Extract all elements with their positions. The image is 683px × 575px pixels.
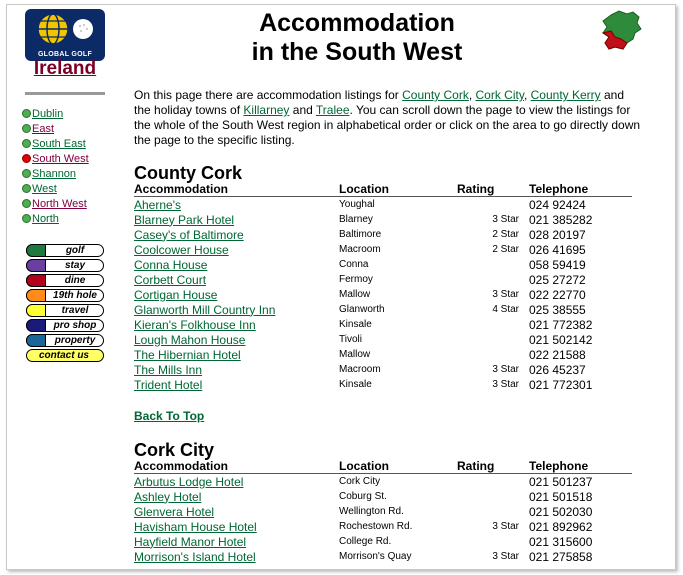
location-cell: Glanworth — [339, 304, 385, 315]
category-label: dine — [64, 275, 86, 286]
table-row — [134, 197, 632, 212]
category-19th-hole-button[interactable] — [26, 289, 104, 302]
region-link-east[interactable]: East — [32, 122, 55, 135]
accommodation-link[interactable]: Casey's of Baltimore — [134, 227, 244, 242]
table-row — [134, 257, 632, 272]
column-header-location: Location — [339, 182, 389, 196]
accommodation-link[interactable]: Ashley Hotel — [134, 489, 202, 504]
rating-cell: 3 Star — [492, 289, 519, 300]
table-row — [134, 489, 632, 504]
region-nav-item — [22, 211, 89, 226]
table-row — [134, 227, 632, 242]
rating-cell: 2 Star — [492, 244, 519, 255]
swatch-icon — [26, 304, 46, 317]
table-row — [134, 347, 632, 362]
region-title-ireland[interactable]: Ireland — [33, 58, 97, 79]
telephone-cell: 021 385282 — [529, 212, 593, 227]
intro-paragraph — [134, 88, 644, 148]
logo-text: GLOBAL GOLF — [37, 51, 93, 58]
location-cell: Blarney — [339, 214, 373, 225]
location-cell: Cork City — [339, 476, 381, 487]
accommodation-link[interactable]: Havisham House Hotel — [134, 519, 257, 534]
link-cork-city[interactable]: Cork City — [475, 88, 524, 102]
green-dot-icon — [22, 169, 31, 178]
link-killarney[interactable]: Killarney — [243, 103, 290, 117]
global-golf-logo[interactable] — [25, 9, 105, 61]
category-label: 19th hole — [53, 290, 97, 301]
swatch-icon — [26, 334, 46, 347]
swatch-icon — [26, 259, 46, 272]
accommodation-link[interactable]: Kieran's Folkhouse Inn — [134, 317, 256, 332]
telephone-cell: 026 41695 — [529, 242, 586, 257]
intro-text: , — [523, 88, 531, 102]
rating-cell: 3 Star — [492, 521, 519, 532]
telephone-cell: 021 772301 — [529, 377, 593, 392]
region-link-west[interactable]: West — [32, 182, 57, 195]
region-link-south-west[interactable]: South West — [32, 152, 89, 165]
category-label: golf — [65, 245, 85, 256]
accommodation-link[interactable]: The Mills Inn — [134, 362, 203, 377]
telephone-cell: 021 501518 — [529, 489, 593, 504]
location-cell: Wellington Rd. — [339, 506, 404, 517]
location-cell: Kinsale — [339, 319, 372, 330]
table-row — [134, 332, 632, 347]
swatch-icon — [26, 244, 46, 257]
column-header-accommodation: Accommodation — [134, 182, 229, 196]
accommodation-link[interactable]: Conna House — [134, 257, 208, 272]
swatch-icon — [26, 289, 46, 302]
green-dot-icon — [22, 214, 31, 223]
red-dot-icon — [22, 154, 31, 163]
table-row — [134, 362, 632, 377]
table-row — [134, 287, 632, 302]
accommodation-link[interactable]: Aherne's — [134, 197, 181, 212]
accommodation-link[interactable]: Glenvera Hotel — [134, 504, 215, 519]
telephone-cell: 021 501237 — [529, 474, 593, 489]
table-row — [134, 242, 632, 257]
category-nav — [26, 244, 104, 364]
location-cell: Baltimore — [339, 229, 382, 240]
category-travel-button[interactable] — [26, 304, 104, 317]
location-cell: Macroom — [339, 364, 381, 375]
page-title-line2: in the South West — [251, 38, 463, 66]
back-to-top-link[interactable]: Back To Top — [134, 409, 205, 423]
telephone-cell: 025 27272 — [529, 272, 586, 287]
category-label: travel — [61, 305, 89, 316]
telephone-cell: 024 92424 — [529, 197, 586, 212]
table-row — [134, 377, 632, 392]
county-cork-table — [134, 197, 632, 392]
green-dot-icon — [22, 124, 31, 133]
accommodation-link[interactable]: Cortigan House — [134, 287, 218, 302]
table-row — [134, 272, 632, 287]
region-link-north-west[interactable]: North West — [32, 197, 87, 210]
column-header-accommodation: Accommodation — [134, 459, 229, 473]
section-heading: Cork City — [134, 440, 215, 460]
green-dot-icon — [22, 139, 31, 148]
page-title-line1: Accommodation — [259, 9, 455, 37]
contact-us-button[interactable] — [26, 349, 104, 362]
accommodation-link[interactable]: Coolcower House — [134, 242, 229, 257]
telephone-cell: 022 22770 — [529, 287, 586, 302]
link-county-cork[interactable]: County Cork — [402, 88, 469, 102]
left-divider — [25, 92, 105, 95]
table-row — [134, 317, 632, 332]
table-row — [134, 474, 632, 489]
link-tralee[interactable]: Tralee — [315, 103, 350, 117]
region-link-shannon[interactable]: Shannon — [32, 167, 77, 180]
column-header-rating: Rating — [457, 182, 495, 196]
green-dot-icon — [22, 199, 31, 208]
region-nav-item — [22, 151, 89, 166]
page-title — [177, 9, 537, 67]
intro-text: and — [289, 103, 316, 117]
category-property-button[interactable] — [26, 334, 104, 347]
region-link-dublin[interactable]: Dublin — [32, 107, 64, 120]
table-row — [134, 302, 632, 317]
category-label: stay — [64, 260, 85, 271]
category-stay-button[interactable] — [26, 259, 104, 272]
rating-cell: 2 Star — [492, 229, 519, 240]
category-dine-button[interactable] — [26, 274, 104, 287]
location-cell: Youghal — [339, 199, 375, 210]
section-heading: County Cork — [134, 163, 242, 183]
telephone-cell: 021 275858 — [529, 549, 593, 564]
location-cell: Kinsale — [339, 379, 372, 390]
intro-text: . You can scroll down the page to view the listings for the whole of the South West region in alphabetical order or click on the area to go directly down the page to the specific listing. — [134, 103, 641, 147]
telephone-cell: 021 315600 — [529, 534, 593, 549]
location-cell: Rochestown Rd. — [339, 521, 413, 532]
column-header-telephone: Telephone — [529, 182, 589, 196]
table-header — [134, 183, 632, 197]
region-nav-item — [22, 181, 89, 196]
rating-cell: 3 Star — [492, 214, 519, 225]
location-cell: Tivoli — [339, 334, 362, 345]
table-header — [134, 460, 632, 474]
telephone-cell: 022 21588 — [529, 347, 586, 362]
rating-cell: 3 Star — [492, 379, 519, 390]
category-label: property — [54, 335, 96, 346]
region-nav — [22, 106, 89, 226]
region-nav-item — [22, 136, 89, 151]
cork-city-section — [134, 440, 632, 564]
telephone-cell: 058 59419 — [529, 257, 586, 272]
accommodation-link[interactable]: Arbutus Lodge Hotel — [134, 474, 244, 489]
green-dot-icon — [22, 184, 31, 193]
telephone-cell: 021 502142 — [529, 332, 593, 347]
location-cell: Mallow — [339, 289, 371, 300]
category-pro-shop-button[interactable] — [26, 319, 104, 332]
location-cell: Coburg St. — [339, 491, 387, 502]
table-row — [134, 212, 632, 227]
rating-cell: 3 Star — [492, 364, 519, 375]
column-header-rating: Rating — [457, 459, 495, 473]
ireland-map-icon — [597, 9, 643, 51]
cork-city-table — [134, 474, 632, 564]
region-nav-item — [22, 106, 89, 121]
category-label: pro shop — [53, 320, 97, 331]
category-label: contact us — [38, 350, 89, 361]
accommodation-link[interactable]: The Hibernian Hotel — [134, 347, 241, 362]
telephone-cell: 026 45237 — [529, 362, 586, 377]
green-dot-icon — [22, 109, 31, 118]
accommodation-link[interactable]: Morrison's Island Hotel — [134, 549, 256, 564]
table-row — [134, 534, 632, 549]
accommodation-link[interactable]: Corbett Court — [134, 272, 207, 287]
accommodation-link[interactable]: Trident Hotel — [134, 377, 203, 392]
location-cell: Mallow — [339, 349, 371, 360]
location-cell: Conna — [339, 259, 369, 270]
table-row — [134, 519, 632, 534]
accommodation-link[interactable]: Blarney Park Hotel — [134, 212, 235, 227]
telephone-cell: 028 20197 — [529, 227, 586, 242]
rating-cell: 4 Star — [492, 304, 519, 315]
intro-text: , — [468, 88, 476, 102]
link-county-kerry[interactable]: County Kerry — [530, 88, 601, 102]
intro-text: On this page there are accommodation listings for — [134, 88, 403, 102]
location-cell: Fermoy — [339, 274, 373, 285]
county-cork-section — [134, 163, 632, 392]
telephone-cell: 021 502030 — [529, 504, 593, 519]
column-header-telephone: Telephone — [529, 459, 589, 473]
intro-text: and the holiday towns of — [134, 88, 625, 117]
accommodation-link[interactable]: Lough Mahon House — [134, 332, 246, 347]
region-nav-item — [22, 121, 89, 136]
region-nav-item — [22, 196, 89, 211]
rating-cell: 3 Star — [492, 551, 519, 562]
swatch-icon — [26, 319, 46, 332]
column-header-location: Location — [339, 459, 389, 473]
region-nav-item — [22, 166, 89, 181]
accommodation-link[interactable]: Hayfield Manor Hotel — [134, 534, 247, 549]
location-cell: Morrison's Quay — [339, 551, 412, 562]
location-cell: Macroom — [339, 244, 381, 255]
category-golf-button[interactable] — [26, 244, 104, 257]
telephone-cell: 021 772382 — [529, 317, 593, 332]
table-row — [134, 504, 632, 519]
browser-page — [6, 4, 676, 570]
telephone-cell: 021 892962 — [529, 519, 593, 534]
table-row — [134, 549, 632, 564]
accommodation-link[interactable]: Glanworth Mill Country Inn — [134, 302, 276, 317]
swatch-icon — [26, 274, 46, 287]
region-link-south-east[interactable]: South East — [32, 137, 86, 150]
location-cell: College Rd. — [339, 536, 392, 547]
region-link-north[interactable]: North — [32, 212, 59, 225]
telephone-cell: 025 38555 — [529, 302, 586, 317]
